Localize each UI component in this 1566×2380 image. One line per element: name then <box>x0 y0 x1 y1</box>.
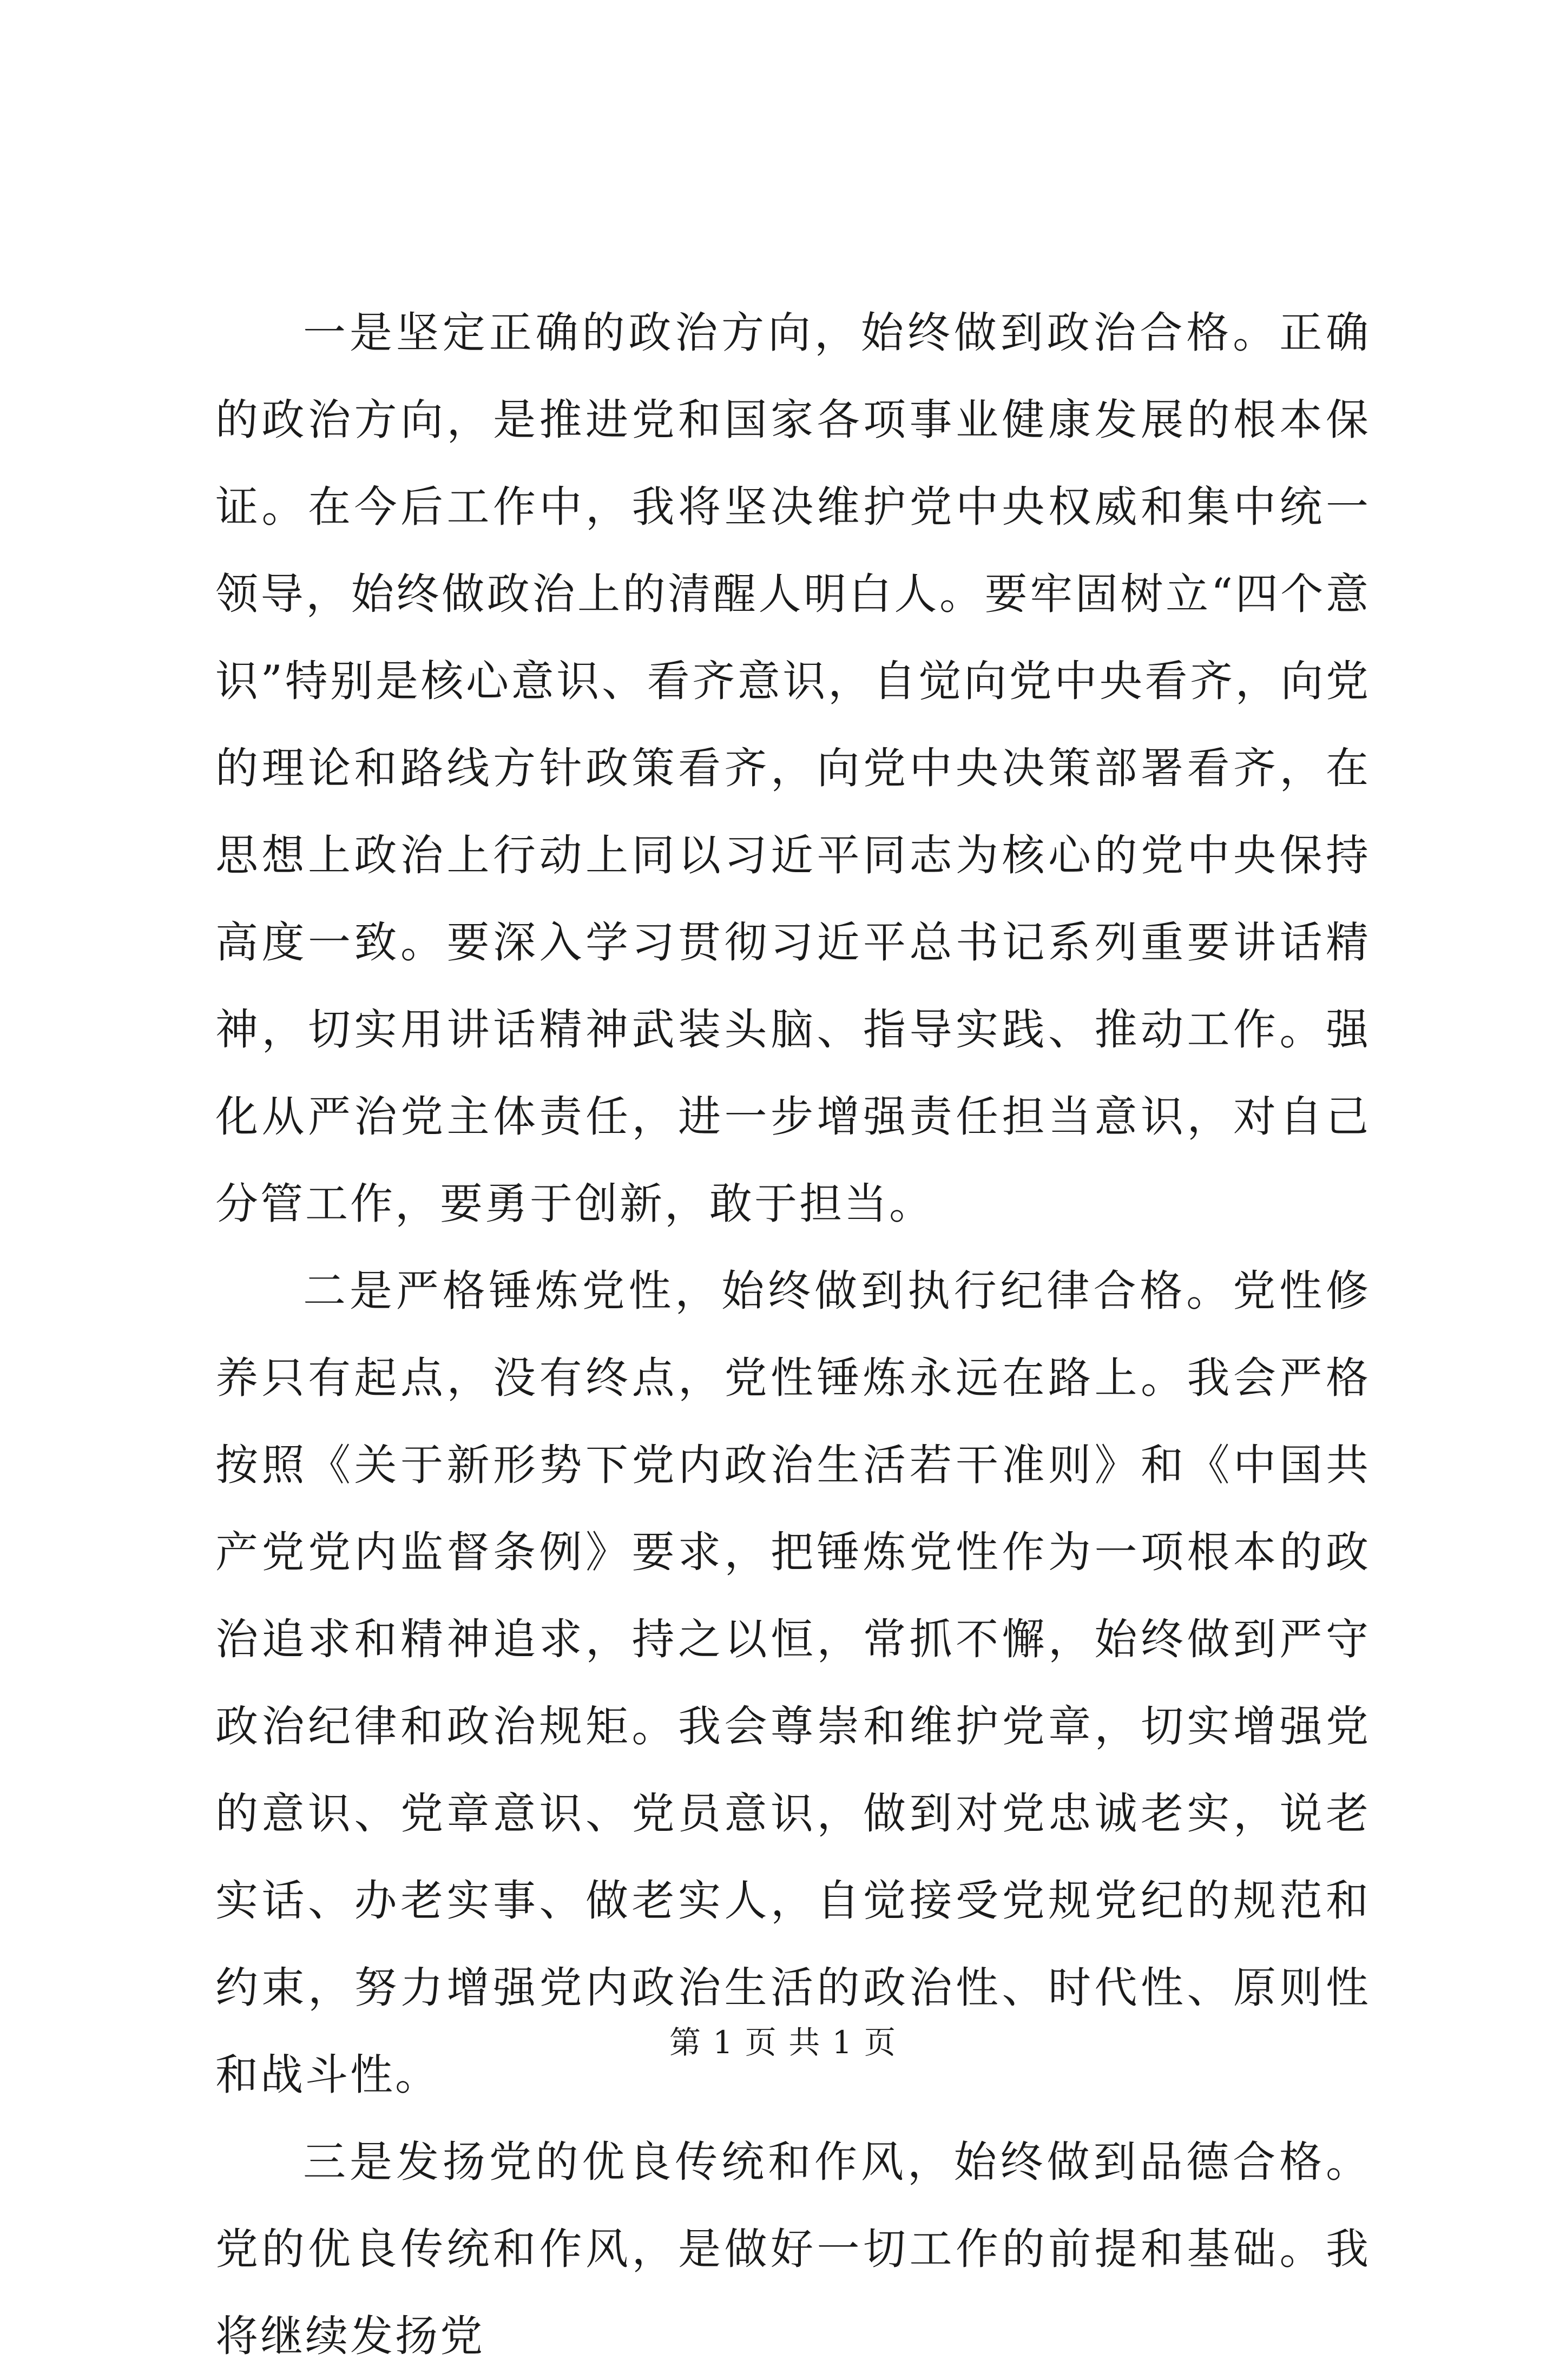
page-footer: 第 1 页 共 1 页 <box>669 2024 897 2061</box>
paragraph-3: 三是发扬党的优良传统和作风，始终做到品德合格。党的优良传统和作风，是做好一切工作的前提和基础。我将继续发扬党 <box>215 2137 1371 2361</box>
paragraph-2: 二是严格锤炼党性，始终做到执行纪律合格。党性修养只有起点，没有终点，党性锤炼永远在路上。我会严格按照《关于新形势下党内政治生活若干准则》和《中国共产党党内监督条例》要求，把锤炼党性作为一项根本的政治追求和精神追求，持之以恒，常抓不懈，始终做到严守政治纪律和政治规矩。我会尊崇和维护党章，切实增强党的意识、党章意识、党员意识，做到对党忠诚老实，说老实话、办老实事、做老实人，自觉接受党规党纪的规范和约束，努力增强党内政治生活的政治性、时代性、原则性和战斗性。 <box>215 1266 1371 2100</box>
paragraph-1: 一是坚定正确的政治方向，始终做到政治合格。正确的政治方向，是推进党和国家各项事业健康发展的根本保证。在今后工作中，我将坚决维护党中央权威和集中统一领导，始终做政治上的清醒人明白人。要牢固树立“四个意识”特别是核心意识、看齐意识，自觉向党中央看齐，向党的理论和路线方针政策看齐，向党中央决策部署看齐，在思想上政治上行动上同以习近平同志为核心的党中央保持高度一致。要深入学习贯彻习近平总书记系列重要讲话精神，切实用讲话精神武装头脑、指导实践、推动工作。强化从严治党主体责任，进一步增强责任担当意识，对自己分管工作，要勇于创新，敢于担当。 <box>215 308 1371 1229</box>
document-body <box>215 289 1371 2380</box>
